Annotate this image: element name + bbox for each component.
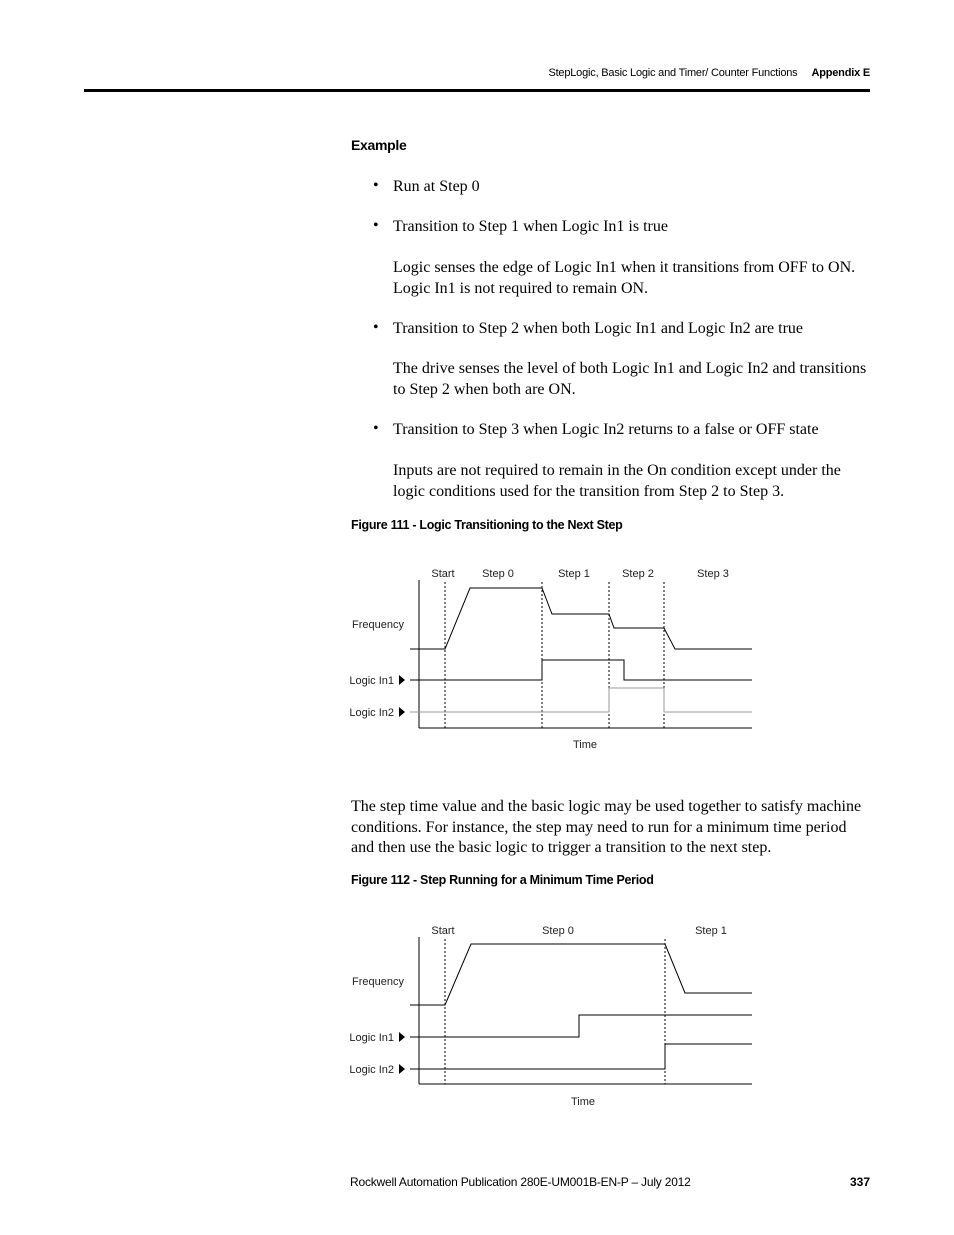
bullet-symbol: • <box>373 420 379 437</box>
bullet-2-detail: Logic senses the edge of Logic In1 when it transitions from OFF to ON. Logic In1 is not required to remain ON. <box>393 259 856 297</box>
step-label-step0: Step 0 <box>542 925 574 937</box>
bullet-3-detail: The drive senses the level of both Logic In1 and Logic In2 and transitions to Step 2 when both are ON. <box>393 360 867 398</box>
step-label-step1: Step 1 <box>695 925 727 937</box>
time-label: Time <box>572 739 598 751</box>
logic-in2-label: Logic In2 <box>349 707 394 719</box>
bullet-symbol: • <box>373 177 379 194</box>
logic-in1-label: Logic In1 <box>349 1032 394 1044</box>
bullet-3-text: Transition to Step 2 when both Logic In1 and Logic In2 are true <box>393 320 803 337</box>
figure-111-caption: Figure 111 - Logic Transitioning to the Next Step <box>351 518 623 532</box>
step-label-start: Start <box>431 568 455 580</box>
bullet-4-detail: Inputs are not required to remain in the On condition except under the logic conditions used for the transition from Step 2 to Step 3. <box>393 462 841 500</box>
frequency-label: Frequency <box>352 976 404 988</box>
page-number: 337 <box>849 1175 870 1189</box>
example-heading: Example <box>351 137 407 153</box>
logic-in2-arrow-icon <box>399 1064 405 1074</box>
bullet-symbol: • <box>373 319 379 336</box>
logic-in1-arrow-icon <box>399 1032 405 1042</box>
bullet-4-text: Transition to Step 3 when Logic In2 returns to a false or OFF state <box>393 421 819 438</box>
logic-in2-trace <box>410 1044 752 1069</box>
bullet-symbol: • <box>373 217 379 234</box>
footer-publication: Rockwell Automation Publication 280E-UM001B-EN-P – July 2012 <box>350 1175 691 1189</box>
body-paragraph: The step time value and the basic logic may be used together to satisfy machine conditions. For instance, the step may need to run for a minimum time period and then use the basic logic to trigger a transition to the next step. <box>351 798 862 856</box>
step-label-step3: Step 3 <box>697 568 729 580</box>
step-label-step1: Step 1 <box>558 568 590 580</box>
header-appendix: Appendix E <box>811 67 870 79</box>
logic-in2-label: Logic In2 <box>349 1064 394 1076</box>
bullet-1-text: Run at Step 0 <box>393 178 480 195</box>
step-label-step2: Step 2 <box>622 568 654 580</box>
figure-112-caption: Figure 112 - Step Running for a Minimum Time Period <box>351 873 654 887</box>
step-label-step0: Step 0 <box>482 568 514 580</box>
step-dividers <box>445 939 665 1084</box>
logic-in1-label: Logic In1 <box>349 675 394 687</box>
step-label-start: Start <box>431 925 455 937</box>
logic-in1-trace <box>410 1015 752 1037</box>
frequency-trace <box>410 944 752 1005</box>
time-label: Time <box>570 1096 596 1108</box>
header-section-title: StepLogic, Basic Logic and Timer/ Counter Functions <box>548 67 798 79</box>
frequency-label: Frequency <box>352 619 404 631</box>
bullet-2-text: Transition to Step 1 when Logic In1 is true <box>393 218 668 235</box>
